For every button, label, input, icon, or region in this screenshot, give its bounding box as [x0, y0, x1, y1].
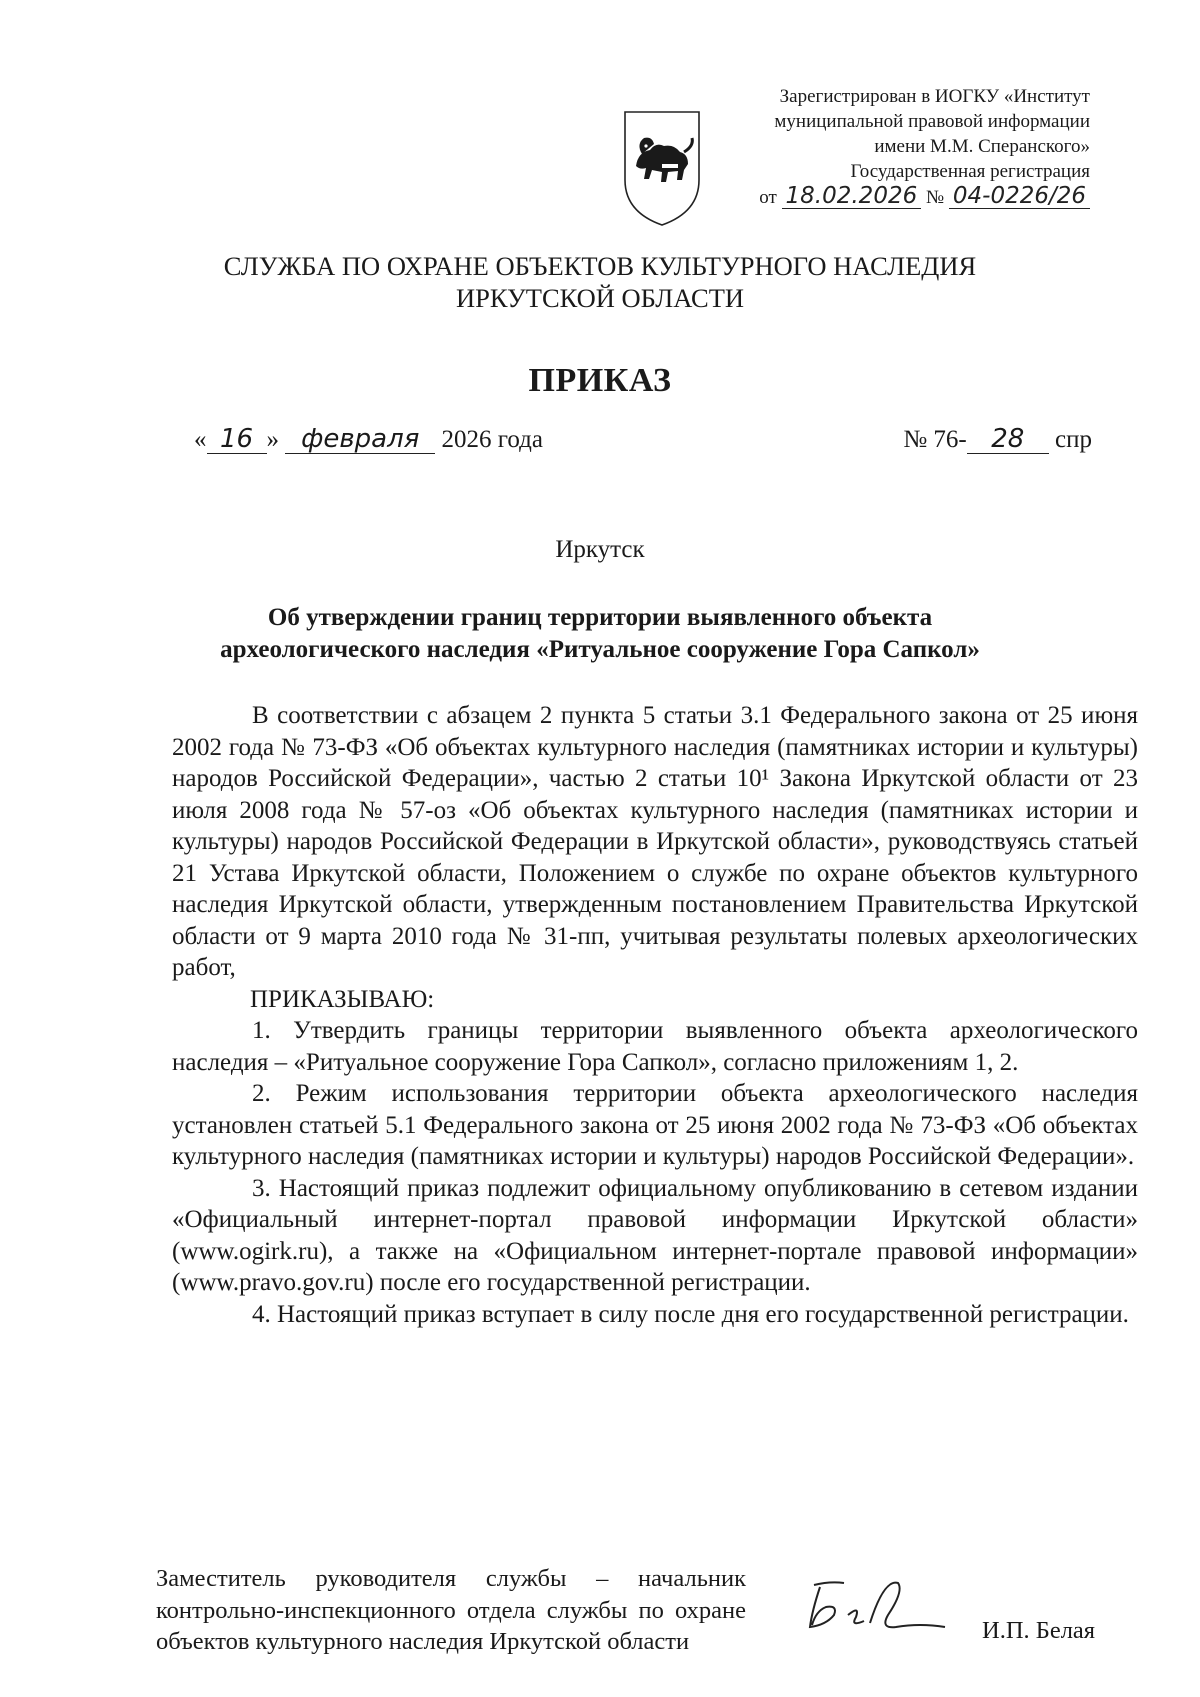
- organization-line-1: СЛУЖБА ПО ОХРАНЕ ОБЪЕКТОВ КУЛЬТУРНОГО НАСЛЕДИЯ: [223, 251, 977, 281]
- handwritten-signature: [800, 1575, 950, 1635]
- registration-line-1: Зарегистрирован в ИОГКУ «Институт: [779, 86, 1090, 107]
- order-item-1: 1. Утвердить границы территории выявленного объекта археологического наследия – «Ритуальное сооружение Гора Сапкол», согласно приложениям 1, 2.: [172, 1017, 1138, 1076]
- number-suffix: спр: [1055, 426, 1092, 453]
- registration-line-4: Государственная регистрация: [850, 161, 1090, 182]
- order-item-2: 2. Режим использования территории объекта археологического наследия установлен статьей 5.1 Федерального закона от 25 июня 2002 года № 73-ФЗ «Об объектах культурного наследия (памятниках истории и культуры) народов Российской Федерации».: [172, 1080, 1138, 1170]
- order-item-4: 4. Настоящий приказ вступает в силу после дня его государственной регистрации.: [252, 1300, 1129, 1328]
- registration-number-label: №: [925, 187, 945, 208]
- registration-number: 04-0226/26: [949, 184, 1090, 209]
- order-item-3: 3. Настоящий приказ подлежит официальному опубликованию в сетевом издании «Официальный интернет-портал правовой информации Иркутской области» (www.ogirk.ru), а также на «Официальном интернет-портале правовой информации» (www.pravo.gov.ru) после его государственной регистрации.: [172, 1174, 1138, 1296]
- registration-stamp: [700, 84, 1090, 210]
- date-year: 2026 года: [441, 426, 543, 453]
- date-day: 16: [207, 425, 267, 454]
- order-heading: [150, 602, 1050, 666]
- registration-date: 18.02.2026: [782, 184, 922, 209]
- signatory-name: И.П. Белая: [982, 1617, 1096, 1644]
- city: Иркутск: [555, 536, 645, 563]
- registration-from-label: от: [759, 187, 777, 208]
- irkutsk-coat-of-arms-icon: [622, 108, 702, 228]
- order-body: [172, 700, 1138, 1330]
- date-month: февраля: [285, 425, 435, 454]
- heading-line-2: археологического наследия «Ритуальное сооружение Гора Сапкол»: [220, 636, 980, 663]
- command-word: ПРИКАЗЫВАЮ:: [250, 985, 435, 1013]
- preamble-paragraph: В соответствии с абзацем 2 пункта 5 статьи 3.1 Федерального закона от 25 июня 2002 года № 73-ФЗ «Об объектах культурного наследия (памятниках истории и культуры) народов Российской Федерации», частью 2 статьи 10¹ Закона Иркутской области от 23 июля 2008 года № 57-оз «Об объектах культурного наследия (памятниках истории и культуры) народов Российской Федерации в Иркутской области», руководствуясь статьей 21 Устава Иркутской области, Положением о службе по охране объектов культурного наследия Иркутской области, утвержденным постановлением Правительства Иркутской области от 9 марта 2010 года № 31-пп, учитывая результаты полевых археологических работ,: [172, 702, 1138, 981]
- order-number: [903, 425, 1092, 454]
- date-open-quote: «: [194, 426, 207, 453]
- registration-line-2: муниципальной правовой информации: [774, 111, 1090, 132]
- registration-details: [700, 184, 1090, 210]
- organization-name: [0, 250, 1200, 314]
- registration-line-3: имени М.М. Сперанского»: [874, 136, 1090, 157]
- number-prefix: № 76-: [903, 426, 967, 453]
- heading-line-1: Об утверждении границ территории выявленного объекта: [267, 604, 933, 631]
- number-value: 28: [967, 425, 1049, 454]
- date-close-quote: »: [266, 426, 279, 453]
- document-type: ПРИКАЗ: [528, 362, 672, 399]
- organization-line-2: ИРКУТСКОЙ ОБЛАСТИ: [455, 283, 745, 313]
- signatory-position: Заместитель руководителя службы – начальник контрольно-инспекционного отдела службы по охране объектов культурного наследия Иркутской области: [156, 1565, 746, 1655]
- order-date: [194, 425, 543, 454]
